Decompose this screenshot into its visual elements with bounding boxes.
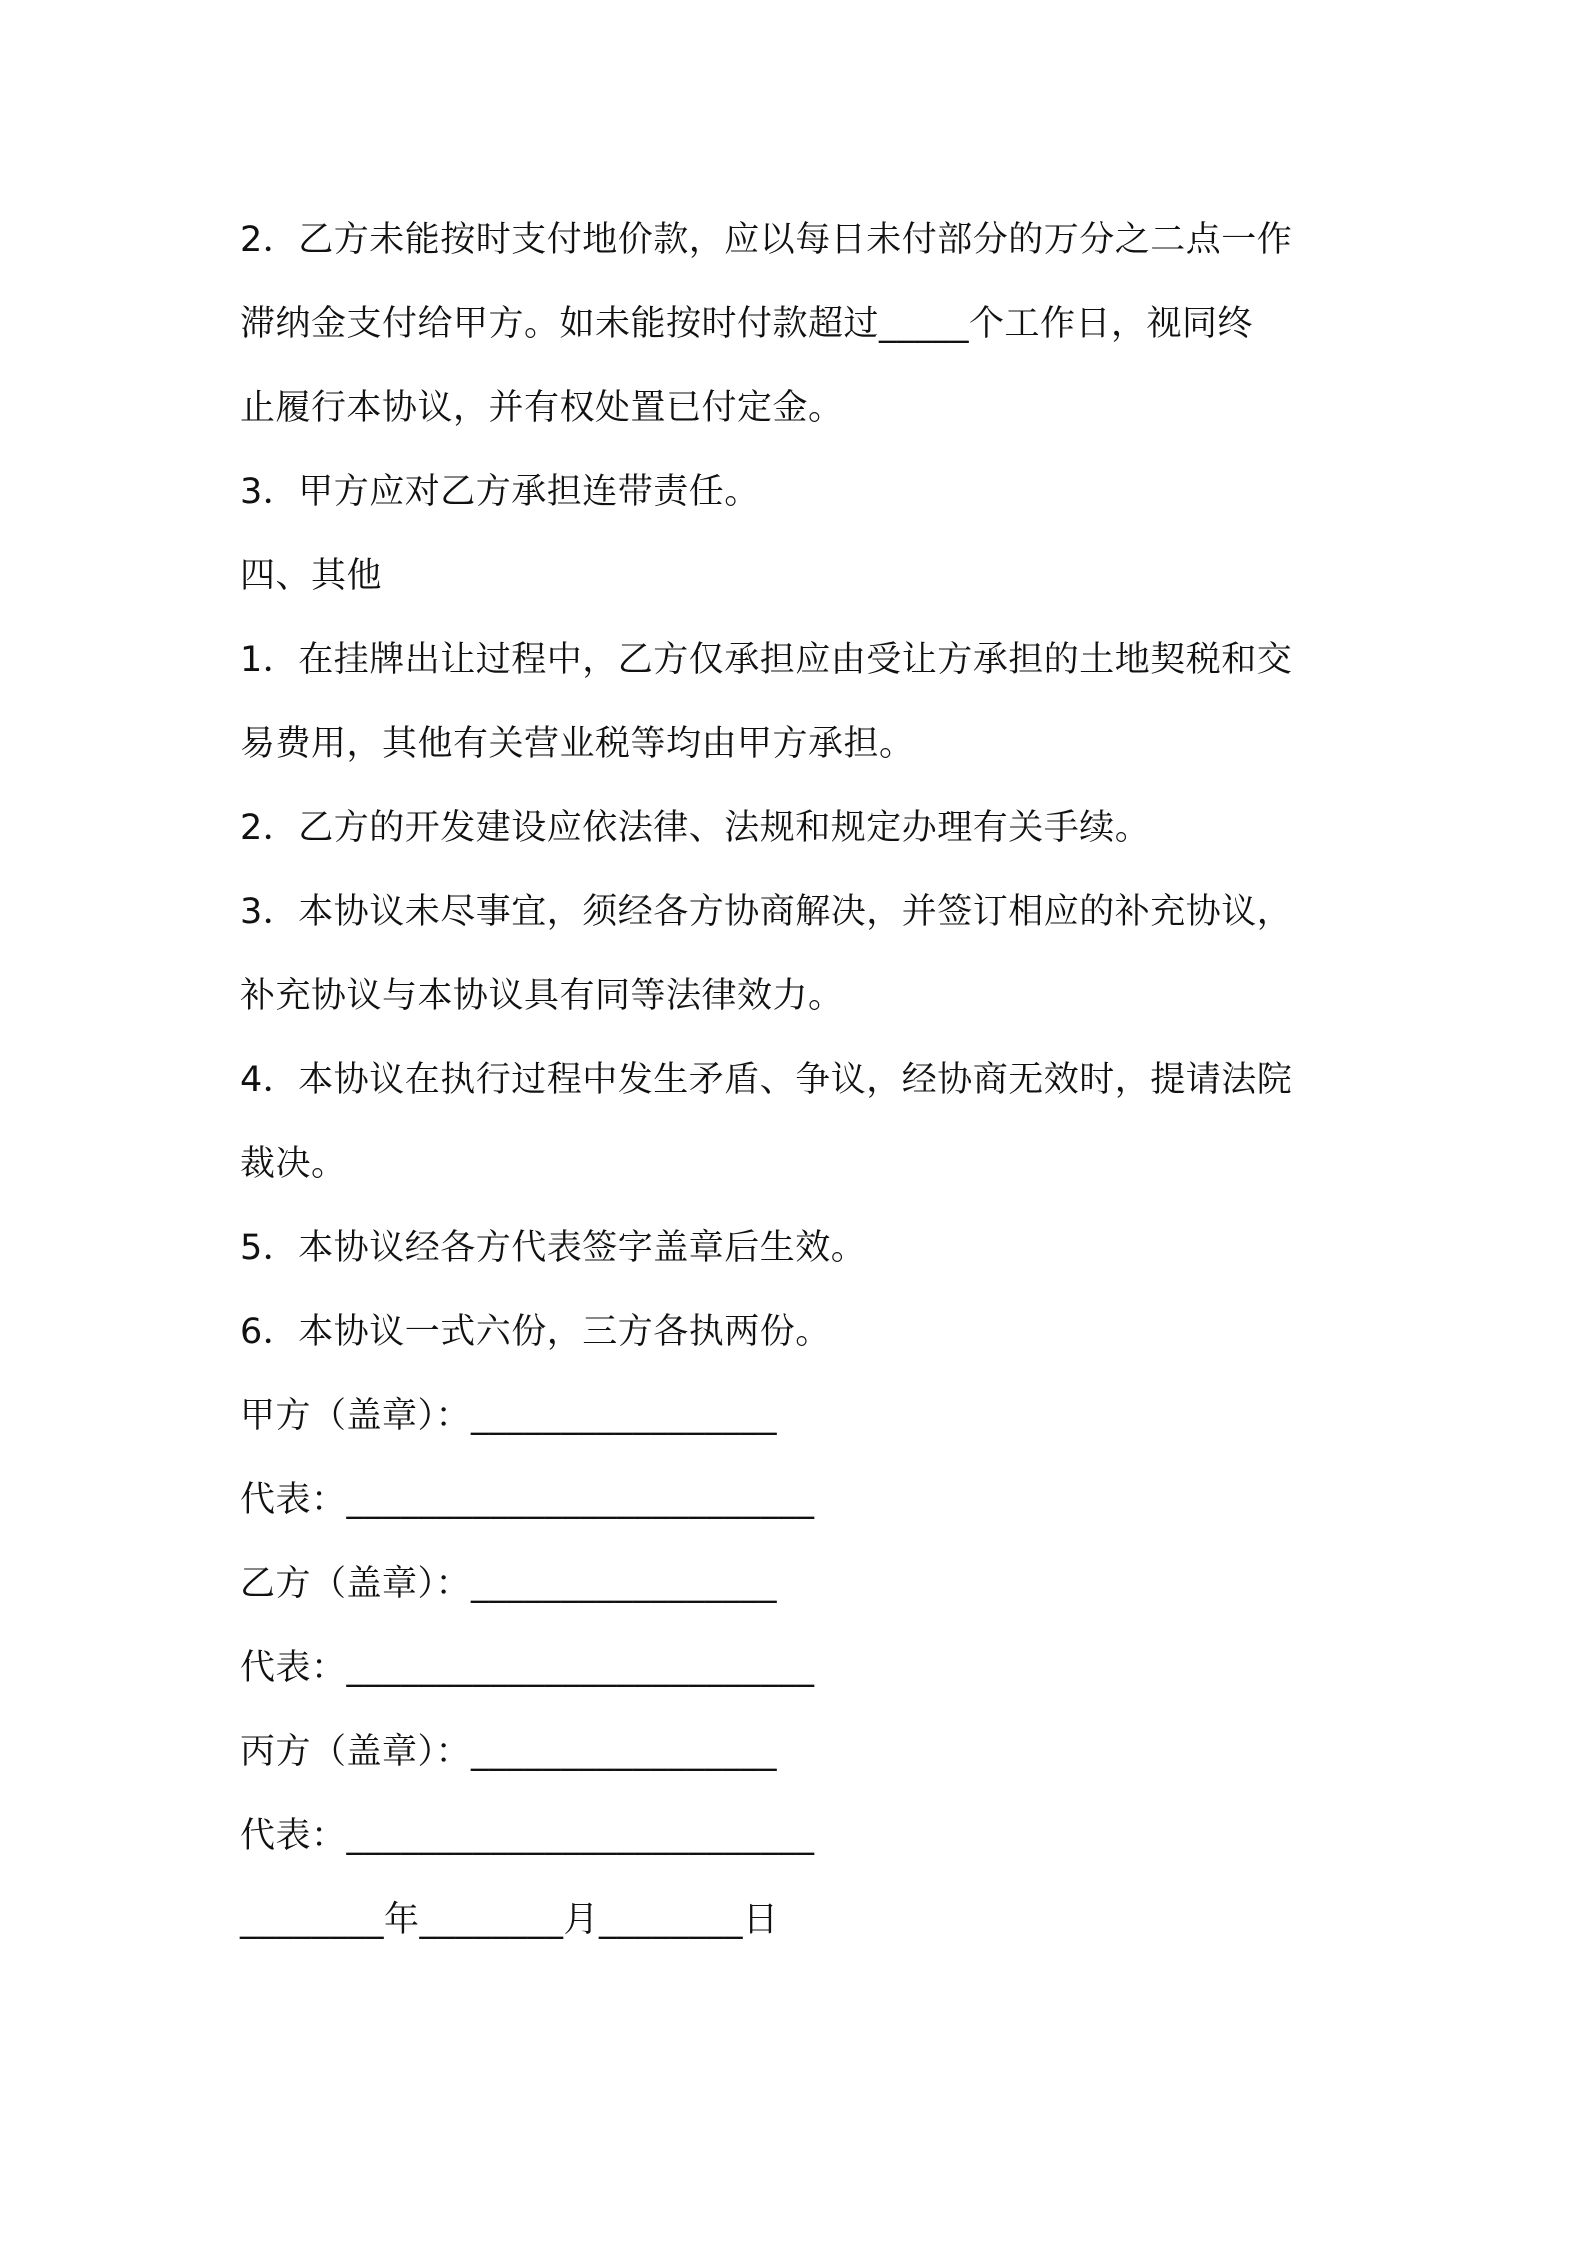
text-line: 3．本协议未尽事宜，须经各方协商解决，并签订相应的补充协议，: [240, 892, 1293, 932]
text-line: 2．乙方的开发建设应依法律、法规和规定办理有关手续。: [240, 808, 1151, 848]
section-heading: 四、其他: [240, 556, 383, 596]
signature-party-a-rep: 代表：__________________________: [240, 1480, 815, 1520]
text-line: 易费用，其他有关营业税等均由甲方承担。: [240, 724, 915, 764]
signature-party-b: 乙方（盖章）：_________________: [240, 1564, 778, 1604]
text-line: 2．乙方未能按时支付地价款，应以每日未付部分的万分之二点一作: [240, 220, 1293, 260]
document-body: [240, 198, 1360, 1962]
text-line: 6．本协议一式六份，三方各执两份。: [240, 1312, 831, 1352]
text-line: 5．本协议经各方代表签字盖章后生效。: [240, 1228, 867, 1268]
signature-party-a: 甲方（盖章）：_________________: [240, 1396, 778, 1436]
signature-party-c-rep: 代表：__________________________: [240, 1816, 815, 1856]
text-line: 裁决。: [240, 1144, 347, 1184]
text-line: 3．甲方应对乙方承担连带责任。: [240, 472, 760, 512]
text-line: 止履行本协议，并有权处置已付定金。: [240, 388, 844, 428]
text-line: 补充协议与本协议具有同等法律效力。: [240, 976, 844, 1016]
text-line: 滞纳金支付给甲方。如未能按时付款超过_____个工作日，视同终: [240, 304, 1254, 344]
text-line: 1．在挂牌出让过程中，乙方仅承担应由受让方承担的土地契税和交: [240, 640, 1293, 680]
signature-party-b-rep: 代表：__________________________: [240, 1648, 815, 1688]
text-line: 4．本协议在执行过程中发生矛盾、争议，经协商无效时，提请法院: [240, 1060, 1293, 1100]
signature-party-c: 丙方（盖章）：_________________: [240, 1732, 778, 1772]
signature-date: ________年________月________日: [240, 1900, 779, 1940]
